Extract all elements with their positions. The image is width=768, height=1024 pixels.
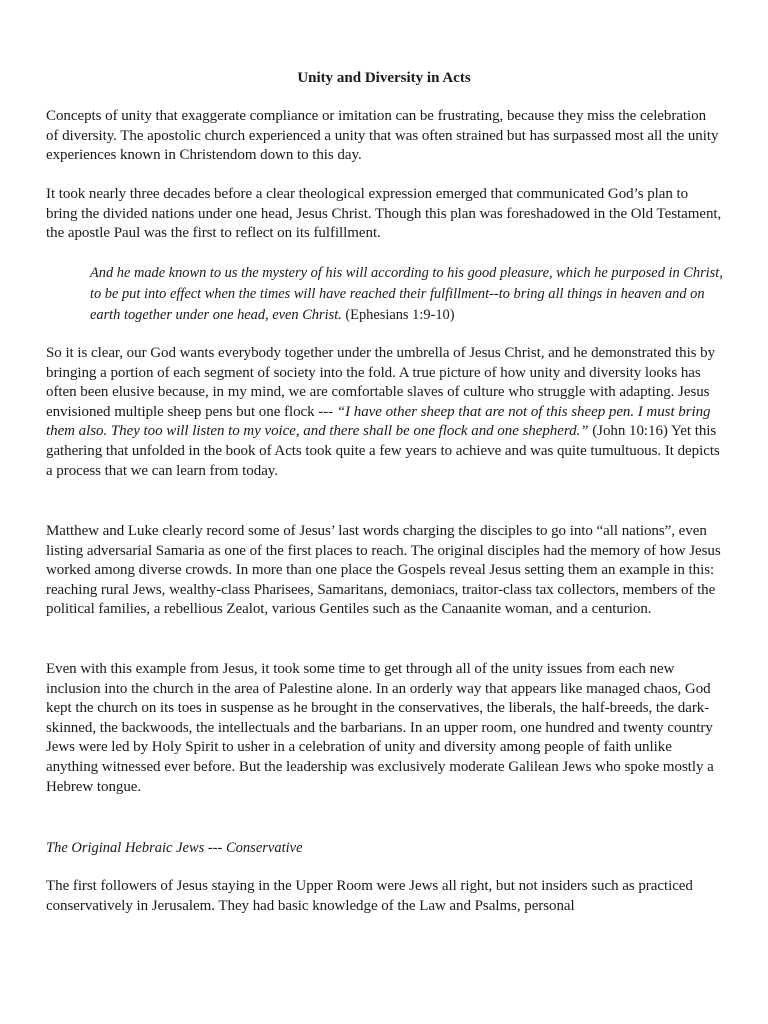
document-title: Unity and Diversity in Acts bbox=[297, 70, 471, 86]
paragraph-3 bbox=[46, 344, 722, 481]
paragraph-3-quote: “I have other sheep that are not of this sheep pen. I must bring them also. They too will listen to my voice, and there shall be one flock and one shepherd.” bbox=[46, 403, 711, 440]
paragraph-2: It took nearly three decades before a clear theological expression emerged that communicated God’s plan to bring the divided nations under one head, Jesus Christ. Though this plan was foreshadowed in the Old Testament, the apostle Paul was the first to reflect on its fulfillment. bbox=[46, 186, 722, 242]
paragraph-4: Matthew and Luke clearly record some of Jesus’ last words charging the disciples to go into “all nations”, even listing adversarial Samaria as one of the first places to reach. The original disciples had the memory of how Jesus worked among diverse crowds. In more than one place the Gospels reveal Jesus setting them an example in this: reaching rural Jews, wealthy-class Pharisees, Samaritans, demoniacs, traitor-class tax collectors, members of the political families, a rebellious Zealot, various Gentiles such as the Canaanite woman, and a centurion. bbox=[46, 523, 721, 618]
paragraph-5: Even with this example from Jesus, it took some time to get through all of the unity issues from each new inclusion into the church in the area of Palestine alone. In an orderly way that appears like managed chaos, God kept the church on its toes in suspense as he brought in the conservatives, the liberals, the half-breeds, the dark-skinned, the backwoods, the intellectuals and the barbarians. In an upper room, one hundred and twenty country Jews were led by Holy Spirit to usher in a celebration of unity and diversity among people of faith unlike anything witnessed ever before. But the leadership was exclusively moderate Galilean Jews who spoke mostly a Hebrew tongue. bbox=[46, 661, 714, 795]
block-quote-text: And he made known to us the mystery of his will according to his good pleasure, which he purposed in Christ, to be put into effect when the times will have reached their fulfillment--to bring all things in heaven and on earth together under one head, even Christ. bbox=[90, 265, 723, 323]
paragraph-3-rest: (John 10:16) Yet this gathering that unfolded in the book of Acts took quite a few years to achieve and was quite tumultuous. It depicts a process that we can learn from today. bbox=[46, 423, 720, 479]
paragraph-3-intro: So it is clear, our God wants everybody together under the umbrella of Jesus Christ, and he demonstrated this by bringing a portion of each segment of society into the fold. A true picture of how unity and diversity looks has often been elusive because, in my mind, we are comfortable slaves of culture who struggle with adapting. Jesus envisioned multiple sheep pens but one flock --- bbox=[46, 345, 716, 420]
block-quote-reference: (Ephesians 1:9-10) bbox=[341, 307, 455, 323]
block-quote bbox=[90, 263, 730, 326]
section-heading: The Original Hebraic Jews --- Conservative bbox=[46, 840, 303, 856]
paragraph-6: The first followers of Jesus staying in the Upper Room were Jews all right, but not insiders such as practiced conservatively in Jerusalem. They had basic knowledge of the Law and Psalms, personal bbox=[46, 878, 693, 914]
paragraph-1: Concepts of unity that exaggerate compliance or imitation can be frustrating, because they miss the celebration of diversity. The apostolic church experienced a unity that was often strained but has surpassed most all the unity experiences known in Christendom down to this day. bbox=[46, 108, 719, 164]
